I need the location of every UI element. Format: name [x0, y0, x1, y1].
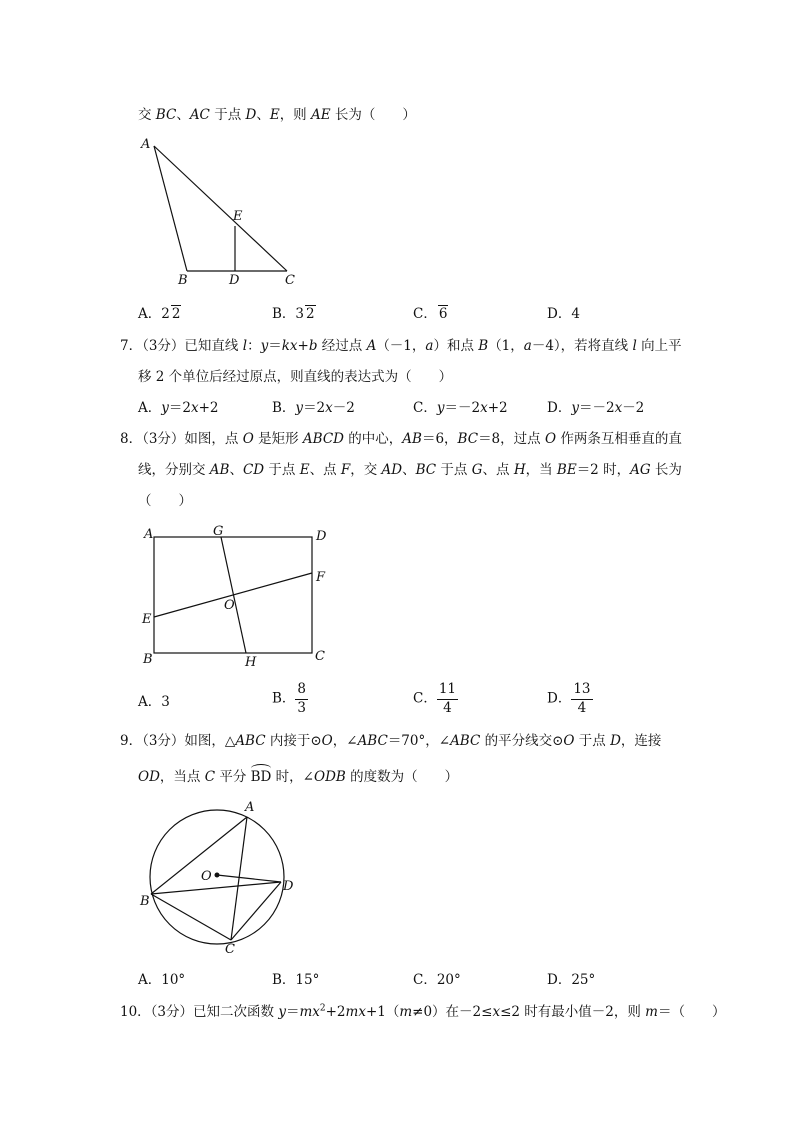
label-b: B	[143, 652, 153, 667]
q9-circle-figure	[135, 798, 315, 958]
segment-ab	[151, 817, 247, 894]
q9-stem-line2: OD，当点 C 平分 BD 时，∠ODB 的度数为（ ）	[138, 769, 459, 785]
label-g: G	[213, 524, 224, 539]
q8-option-d: D． $\frac{13}{4}$	[547, 681, 591, 716]
label-h: H	[245, 655, 257, 670]
q6-option-a: A．2 2	[138, 306, 181, 322]
q10-stem-line1: 10．（3分）已知二次函数 $y=mx^2+2mx+1(m\ne 0)$在－2≤x≤2 时有最小值－2，则 m＝（ ）	[120, 1003, 726, 1020]
q7-option-c: C．y＝－2x+2	[413, 400, 508, 416]
label-c: C	[315, 649, 325, 664]
q7-option-b: B．y＝2x－2	[272, 400, 355, 416]
segment-ac	[154, 146, 287, 271]
label-b: B	[140, 894, 150, 909]
label-a: A	[141, 137, 151, 152]
q8-option-c: C． $\frac{11}{4}$	[413, 681, 457, 716]
q8-stem-line1: 8．（3分）如图，点 O 是矩形 ABCD 的中心，AB＝6，BC＝8，过点 O 作两条互相垂直的直	[120, 431, 682, 447]
q9-option-a: A．10°	[138, 972, 186, 988]
q8-stem-line2: 线，分别交 AB、CD 于点 E、点 F，交 AD、BC 于点 G、点 H，当 BE＝2 时，AG 长为	[138, 462, 682, 478]
label-c: C	[225, 942, 235, 957]
center-o-dot	[215, 873, 220, 878]
label-e: E	[142, 612, 152, 627]
q9-option-b: B．15°	[272, 972, 320, 988]
label-f: F	[316, 570, 326, 585]
q6-option-c: C． 6	[413, 306, 448, 322]
segment-bd	[151, 882, 281, 894]
label-d: D	[229, 273, 240, 288]
q7-option-d: D．y＝－2x－2	[547, 400, 645, 416]
label-o: O	[201, 869, 212, 884]
label-a: A	[245, 800, 255, 815]
q6-triangle-figure	[135, 132, 305, 292]
q6-option-d: D．4	[547, 306, 580, 322]
label-o: O	[224, 598, 235, 613]
q7-stem-line1: 7．（3分）已知直线 l：y＝kx+b 经过点 A（－1，a）和点 B（1，a－4），若将直线 l 向上平	[120, 338, 682, 354]
q6-option-b: B．3 2	[272, 306, 315, 322]
label-b: B	[178, 273, 188, 288]
q9-option-c: C．20°	[413, 972, 461, 988]
label-e: E	[233, 209, 243, 224]
q7-option-a: A．y＝2x+2	[138, 400, 219, 416]
label-c: C	[285, 273, 295, 288]
q8-option-b: B． $\frac{8}{3}$	[272, 681, 307, 716]
q9-stem-line1: 9．（3分）如图，△ABC 内接于⊙O，∠ABC＝70°，∠ABC 的平分线交⊙O 于点 D，连接	[120, 733, 662, 749]
q8-option-a: A．3	[138, 694, 170, 710]
line-gh	[221, 537, 246, 653]
segment-ab	[154, 146, 187, 271]
q9-option-d: D．25°	[547, 972, 596, 988]
label-d: D	[283, 879, 294, 894]
q8-stem-line3: （ ）	[138, 493, 192, 509]
segment-od	[217, 875, 281, 882]
q8-rectangle-figure	[135, 520, 335, 670]
label-a: A	[144, 527, 154, 542]
label-d: D	[316, 529, 327, 544]
q7-stem-line2: 移 2 个单位后经过原点，则直线的表达式为（ ）	[138, 369, 453, 385]
q6-stem-continuation: 交 BC、AC 于点 D、E，则 AE 长为（ ）	[138, 107, 416, 123]
